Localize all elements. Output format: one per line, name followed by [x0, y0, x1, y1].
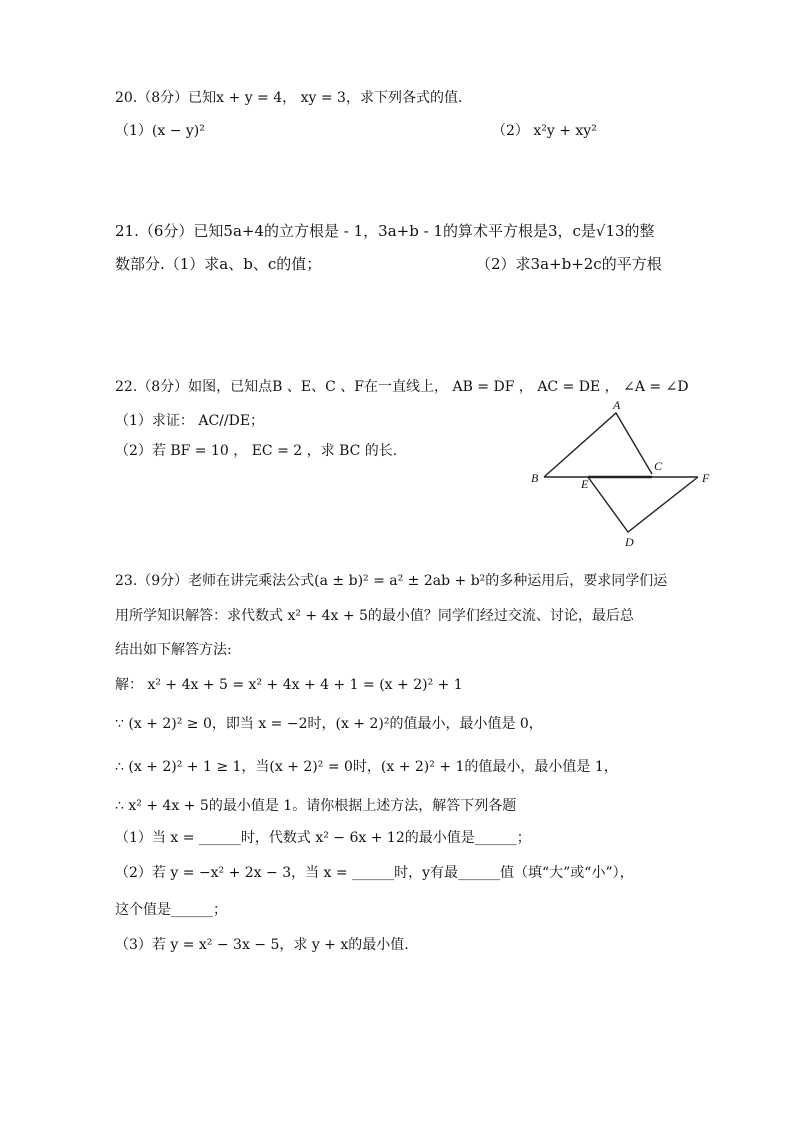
- q23-part2-cont: 这个值是______；: [115, 902, 227, 918]
- triangle-figure: [522, 398, 722, 550]
- q21-part2: （2）求3a+b+2c的平方根: [476, 255, 662, 273]
- q23-part1: （1）当 x = ______时，代数式 x² − 6x + 12的最小值是______；: [115, 830, 531, 846]
- q22-part1: （1）求证： AC//DE；: [115, 413, 265, 429]
- q23-part3: （3）若 y = x² − 3x − 5，求 y + x的最小值.: [115, 937, 409, 953]
- label-a: A: [613, 398, 621, 412]
- q23-stem-line2: 用所学知识解答：求代数式 x² + 4x + 5的最小值？同学们经过交流、讨论，最后总: [115, 608, 634, 624]
- q23-therefore-1: ∴ (x + 2)² + 1 ≥ 1，当(x + 2)² = 0时，(x + 2)² + 1的值最小，最小值是 1，: [115, 759, 618, 775]
- label-b: B: [531, 471, 539, 485]
- q21-stem-line1: 21.（6分）已知5a+4的立方根是 - 1，3a+b - 1的算术平方根是3，c是√13的整: [115, 222, 655, 240]
- label-d: D: [625, 535, 634, 549]
- q20-part2: （2） x²y + xy²: [492, 123, 597, 139]
- triangle-abc: [544, 413, 652, 477]
- q23-solution: 解： x² + 4x + 5 = x² + 4x + 4 + 1 = (x + 2)² + 1: [115, 677, 463, 693]
- q23-because: ∵ (x + 2)² ≥ 0，即当 x = −2时，(x + 2)²的值最小，最小值是 0，: [115, 716, 543, 732]
- q23-stem-line1: 23.（9分）老师在讲完乘法公式(a ± b)² = a² ± 2ab + b²的多种运用后，要求同学们运: [115, 573, 668, 589]
- triangle-edf: [588, 477, 698, 532]
- q23-part2: （2）若 y = −x² + 2x − 3，当 x = ______时，y有最______值（填“大”或“小”），: [115, 865, 634, 881]
- q20-stem: 20.（8分）已知x + y = 4， xy = 3，求下列各式的值.: [115, 90, 463, 106]
- q20-part1: （1）(x − y)²: [115, 123, 205, 139]
- label-e: E: [581, 477, 589, 491]
- q23-therefore-2: ∴ x² + 4x + 5的最小值是 1。请你根据上述方法，解答下列各题: [115, 798, 517, 814]
- label-f: F: [702, 471, 710, 485]
- q22-part2: （2）若 BF = 10 ， EC = 2 ，求 BC 的长.: [115, 443, 398, 459]
- q22-stem: 22.（8分）如图，已知点B 、E、C 、F在一直线上， AB = DF ， AC = DE ， ∠A = ∠D: [115, 379, 689, 395]
- q21-part1: 数部分.（1）求a、b、c的值；: [115, 255, 322, 273]
- q23-stem-line3: 结出如下解答方法:: [115, 642, 232, 658]
- label-c: C: [654, 459, 663, 473]
